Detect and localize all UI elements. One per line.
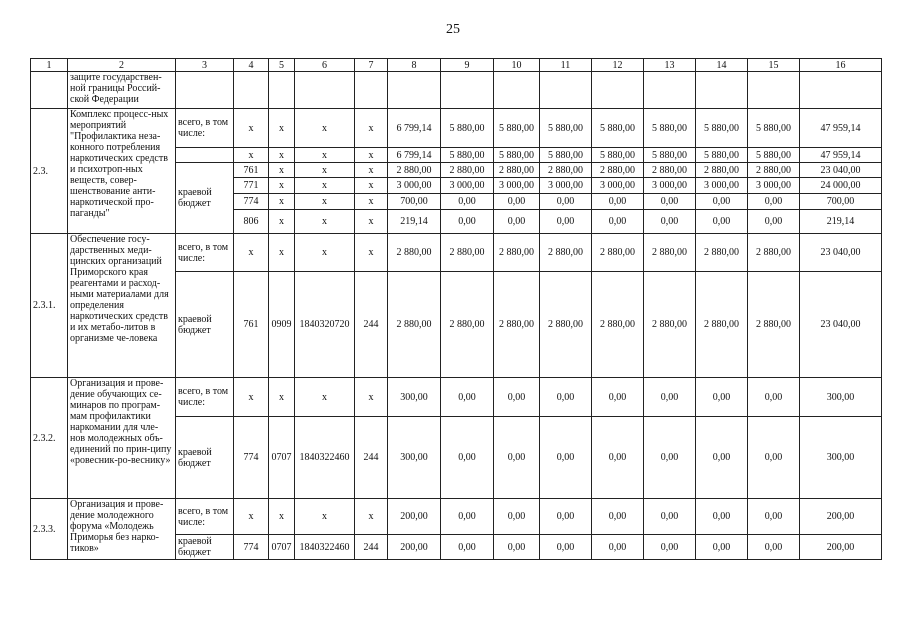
value-cell: x: [295, 109, 355, 148]
value-cell: 0,00: [696, 499, 748, 535]
source-label-cell: краевой бюджет: [176, 163, 234, 234]
table-row: [31, 109, 882, 148]
value-cell: 5 880,00: [540, 109, 592, 148]
value-cell: 2 880,00: [696, 163, 748, 178]
empty-cell: [269, 72, 295, 109]
value-cell: x: [295, 194, 355, 210]
value-cell: 2 880,00: [441, 163, 494, 178]
value-cell: 0,00: [696, 417, 748, 499]
source-label-cell: всего, в том числе:: [176, 499, 234, 535]
code-cell: 2.3.3.: [31, 499, 68, 560]
value-cell: x: [234, 499, 269, 535]
value-cell: 761: [234, 163, 269, 178]
page-number: 25: [446, 22, 460, 37]
value-cell: x: [269, 163, 295, 178]
value-cell: 0,00: [748, 499, 800, 535]
column-number-cell: 9: [441, 59, 494, 72]
code-cell: [31, 72, 68, 109]
value-cell: 1840322460: [295, 417, 355, 499]
value-cell: 244: [355, 272, 388, 378]
value-cell: x: [355, 499, 388, 535]
column-number-cell: 13: [644, 59, 696, 72]
continuation-row: [31, 72, 882, 109]
value-cell: 0,00: [748, 378, 800, 417]
value-cell: 3 000,00: [696, 178, 748, 194]
value-cell: 2 880,00: [494, 272, 540, 378]
value-cell: 774: [234, 535, 269, 560]
value-cell: 0,00: [644, 417, 696, 499]
value-cell: 0,00: [441, 417, 494, 499]
value-cell: x: [269, 194, 295, 210]
column-number-cell: 6: [295, 59, 355, 72]
value-cell: 774: [234, 194, 269, 210]
value-cell: x: [295, 178, 355, 194]
value-cell: 2 880,00: [592, 272, 644, 378]
value-cell: 47 959,14: [800, 109, 882, 148]
value-cell: 2 880,00: [494, 234, 540, 272]
value-cell: 2 880,00: [494, 163, 540, 178]
value-cell: 2 880,00: [540, 272, 592, 378]
value-cell: 200,00: [800, 499, 882, 535]
code-cell: 2.3.1.: [31, 234, 68, 378]
value-cell: 0,00: [696, 378, 748, 417]
source-label-cell: всего, в том числе:: [176, 378, 234, 417]
empty-cell: [644, 72, 696, 109]
value-cell: x: [234, 109, 269, 148]
column-number-cell: 4: [234, 59, 269, 72]
value-cell: 2 880,00: [388, 234, 441, 272]
value-cell: x: [234, 378, 269, 417]
empty-cell: [234, 72, 269, 109]
value-cell: 0,00: [494, 378, 540, 417]
value-cell: x: [355, 378, 388, 417]
value-cell: 0,00: [441, 194, 494, 210]
value-cell: 0,00: [592, 210, 644, 234]
value-cell: 2 880,00: [540, 234, 592, 272]
value-cell: 5 880,00: [748, 148, 800, 163]
value-cell: 0,00: [696, 535, 748, 560]
description-cell: Организация и прове-дение обучающих се-минаров по програм-мам профилактики наркомании для чле-нов молодежных объ-единений по прин-ципу «ровесник-ро-веснику»: [68, 378, 176, 499]
value-cell: 0,00: [494, 210, 540, 234]
column-number-cell: 5: [269, 59, 295, 72]
value-cell: 2 880,00: [748, 272, 800, 378]
value-cell: x: [269, 109, 295, 148]
value-cell: 0,00: [592, 378, 644, 417]
value-cell: 0,00: [592, 535, 644, 560]
value-cell: 700,00: [388, 194, 441, 210]
value-cell: x: [355, 148, 388, 163]
value-cell: 0,00: [494, 417, 540, 499]
value-cell: x: [355, 163, 388, 178]
value-cell: 3 000,00: [748, 178, 800, 194]
value-cell: x: [295, 163, 355, 178]
value-cell: 2 880,00: [748, 234, 800, 272]
value-cell: 3 000,00: [644, 178, 696, 194]
value-cell: 0,00: [748, 417, 800, 499]
value-cell: 5 880,00: [494, 109, 540, 148]
value-cell: 200,00: [388, 535, 441, 560]
value-cell: 0,00: [748, 210, 800, 234]
value-cell: 0909: [269, 272, 295, 378]
value-cell: 200,00: [388, 499, 441, 535]
value-cell: 0,00: [592, 194, 644, 210]
value-cell: 0,00: [540, 535, 592, 560]
description-cell: Обеспечение госу-дарственных меди-цинских организаций Приморского края реагентами и расход-ными материалами для определения наркотических средств и их метабо-литов в организме че-ловека: [68, 234, 176, 378]
value-cell: 0,00: [540, 210, 592, 234]
value-cell: 3 000,00: [388, 178, 441, 194]
value-cell: x: [269, 210, 295, 234]
value-cell: 2 880,00: [696, 272, 748, 378]
value-cell: 0,00: [494, 535, 540, 560]
value-cell: 6 799,14: [388, 109, 441, 148]
source-label-cell: краевой бюджет: [176, 417, 234, 499]
description-cell: Комплекс процесс-ных мероприятий "Профилактика неза-конного потребления наркотических средств и психотроп-ных веществ, совер-шенствование анти-наркотической про-паганды": [68, 109, 176, 234]
value-cell: 244: [355, 535, 388, 560]
value-cell: 2 880,00: [644, 234, 696, 272]
column-number-cell: 3: [176, 59, 234, 72]
value-cell: x: [269, 378, 295, 417]
value-cell: 244: [355, 417, 388, 499]
value-cell: 0,00: [748, 535, 800, 560]
value-cell: x: [295, 210, 355, 234]
value-cell: 2 880,00: [441, 234, 494, 272]
empty-cell: [540, 72, 592, 109]
value-cell: 0,00: [441, 499, 494, 535]
value-cell: 0,00: [494, 499, 540, 535]
value-cell: x: [355, 234, 388, 272]
empty-cell: [295, 72, 355, 109]
column-number-cell: 15: [748, 59, 800, 72]
value-cell: 5 880,00: [592, 148, 644, 163]
value-cell: 300,00: [800, 378, 882, 417]
empty-cell: [592, 72, 644, 109]
value-cell: 200,00: [800, 535, 882, 560]
value-cell: 300,00: [388, 417, 441, 499]
value-cell: x: [355, 194, 388, 210]
value-cell: 5 880,00: [494, 148, 540, 163]
value-cell: 2 880,00: [748, 163, 800, 178]
value-cell: 5 880,00: [592, 109, 644, 148]
value-cell: 5 880,00: [441, 148, 494, 163]
source-label-cell: [176, 148, 234, 163]
source-label-cell: всего, в том числе:: [176, 234, 234, 272]
value-cell: 5 880,00: [441, 109, 494, 148]
column-number-row: [31, 59, 882, 72]
table-row: [31, 378, 882, 417]
value-cell: 0,00: [748, 194, 800, 210]
value-cell: 3 000,00: [592, 178, 644, 194]
value-cell: 700,00: [800, 194, 882, 210]
value-cell: x: [295, 378, 355, 417]
value-cell: 0,00: [696, 210, 748, 234]
value-cell: 2 880,00: [441, 272, 494, 378]
value-cell: 0,00: [441, 378, 494, 417]
value-cell: 774: [234, 417, 269, 499]
value-cell: 0,00: [644, 378, 696, 417]
code-cell: 2.3.2.: [31, 378, 68, 499]
column-number-cell: 8: [388, 59, 441, 72]
empty-cell: [441, 72, 494, 109]
value-cell: 0707: [269, 417, 295, 499]
value-cell: x: [269, 234, 295, 272]
empty-cell: [388, 72, 441, 109]
value-cell: x: [295, 499, 355, 535]
value-cell: 0,00: [696, 194, 748, 210]
value-cell: 0,00: [540, 194, 592, 210]
value-cell: 0,00: [644, 499, 696, 535]
value-cell: x: [355, 210, 388, 234]
source-label-cell: краевой бюджет: [176, 535, 234, 560]
value-cell: 771: [234, 178, 269, 194]
value-cell: 0,00: [540, 499, 592, 535]
column-number-cell: 10: [494, 59, 540, 72]
value-cell: 1840320720: [295, 272, 355, 378]
value-cell: 2 880,00: [696, 234, 748, 272]
value-cell: 2 880,00: [644, 272, 696, 378]
value-cell: 0,00: [494, 194, 540, 210]
value-cell: 219,14: [800, 210, 882, 234]
value-cell: 5 880,00: [644, 148, 696, 163]
value-cell: x: [295, 148, 355, 163]
value-cell: 2 880,00: [644, 163, 696, 178]
value-cell: 23 040,00: [800, 163, 882, 178]
value-cell: 0,00: [592, 417, 644, 499]
value-cell: x: [355, 109, 388, 148]
value-cell: 219,14: [388, 210, 441, 234]
value-cell: x: [355, 178, 388, 194]
value-cell: x: [234, 234, 269, 272]
value-cell: 2 880,00: [388, 272, 441, 378]
value-cell: 5 880,00: [696, 148, 748, 163]
column-number-cell: 12: [592, 59, 644, 72]
value-cell: 3 000,00: [540, 178, 592, 194]
value-cell: x: [269, 499, 295, 535]
value-cell: x: [295, 234, 355, 272]
value-cell: 47 959,14: [800, 148, 882, 163]
empty-cell: [696, 72, 748, 109]
empty-cell: [494, 72, 540, 109]
value-cell: 5 880,00: [644, 109, 696, 148]
value-cell: 5 880,00: [540, 148, 592, 163]
value-cell: 0,00: [540, 378, 592, 417]
source-label-cell: всего, в том числе:: [176, 109, 234, 148]
value-cell: 0,00: [592, 499, 644, 535]
column-number-cell: 7: [355, 59, 388, 72]
empty-cell: [355, 72, 388, 109]
empty-cell: [800, 72, 882, 109]
value-cell: 5 880,00: [696, 109, 748, 148]
budget-table-body: [31, 59, 882, 560]
empty-cell: [748, 72, 800, 109]
description-cell: Организация и прове-дение молодежного форума «Молодежь Приморья без нарко-тиков»: [68, 499, 176, 560]
value-cell: 5 880,00: [748, 109, 800, 148]
value-cell: 23 040,00: [800, 272, 882, 378]
value-cell: 2 880,00: [592, 163, 644, 178]
table-row: [31, 499, 882, 535]
value-cell: 300,00: [800, 417, 882, 499]
value-cell: 0,00: [441, 210, 494, 234]
value-cell: 806: [234, 210, 269, 234]
value-cell: 2 880,00: [592, 234, 644, 272]
column-number-cell: 16: [800, 59, 882, 72]
budget-table: [30, 58, 882, 560]
column-number-cell: 1: [31, 59, 68, 72]
source-label-cell: краевой бюджет: [176, 272, 234, 378]
value-cell: 3 000,00: [494, 178, 540, 194]
empty-cell: [176, 72, 234, 109]
value-cell: 761: [234, 272, 269, 378]
value-cell: 300,00: [388, 378, 441, 417]
value-cell: 0,00: [644, 210, 696, 234]
value-cell: 0,00: [441, 535, 494, 560]
value-cell: 0,00: [540, 417, 592, 499]
value-cell: 3 000,00: [441, 178, 494, 194]
column-number-cell: 14: [696, 59, 748, 72]
value-cell: x: [269, 178, 295, 194]
value-cell: 23 040,00: [800, 234, 882, 272]
value-cell: 0,00: [644, 535, 696, 560]
value-cell: 1840322460: [295, 535, 355, 560]
value-cell: 0707: [269, 535, 295, 560]
value-cell: 6 799,14: [388, 148, 441, 163]
value-cell: 2 880,00: [388, 163, 441, 178]
value-cell: 0,00: [644, 194, 696, 210]
column-number-cell: 11: [540, 59, 592, 72]
value-cell: 24 000,00: [800, 178, 882, 194]
table-row: [31, 234, 882, 272]
code-cell: 2.3.: [31, 109, 68, 234]
value-cell: 2 880,00: [540, 163, 592, 178]
column-number-cell: 2: [68, 59, 176, 72]
description-cell: защите государствен-ной границы Россий-ской Федерации: [68, 72, 176, 109]
value-cell: x: [269, 148, 295, 163]
value-cell: x: [234, 148, 269, 163]
